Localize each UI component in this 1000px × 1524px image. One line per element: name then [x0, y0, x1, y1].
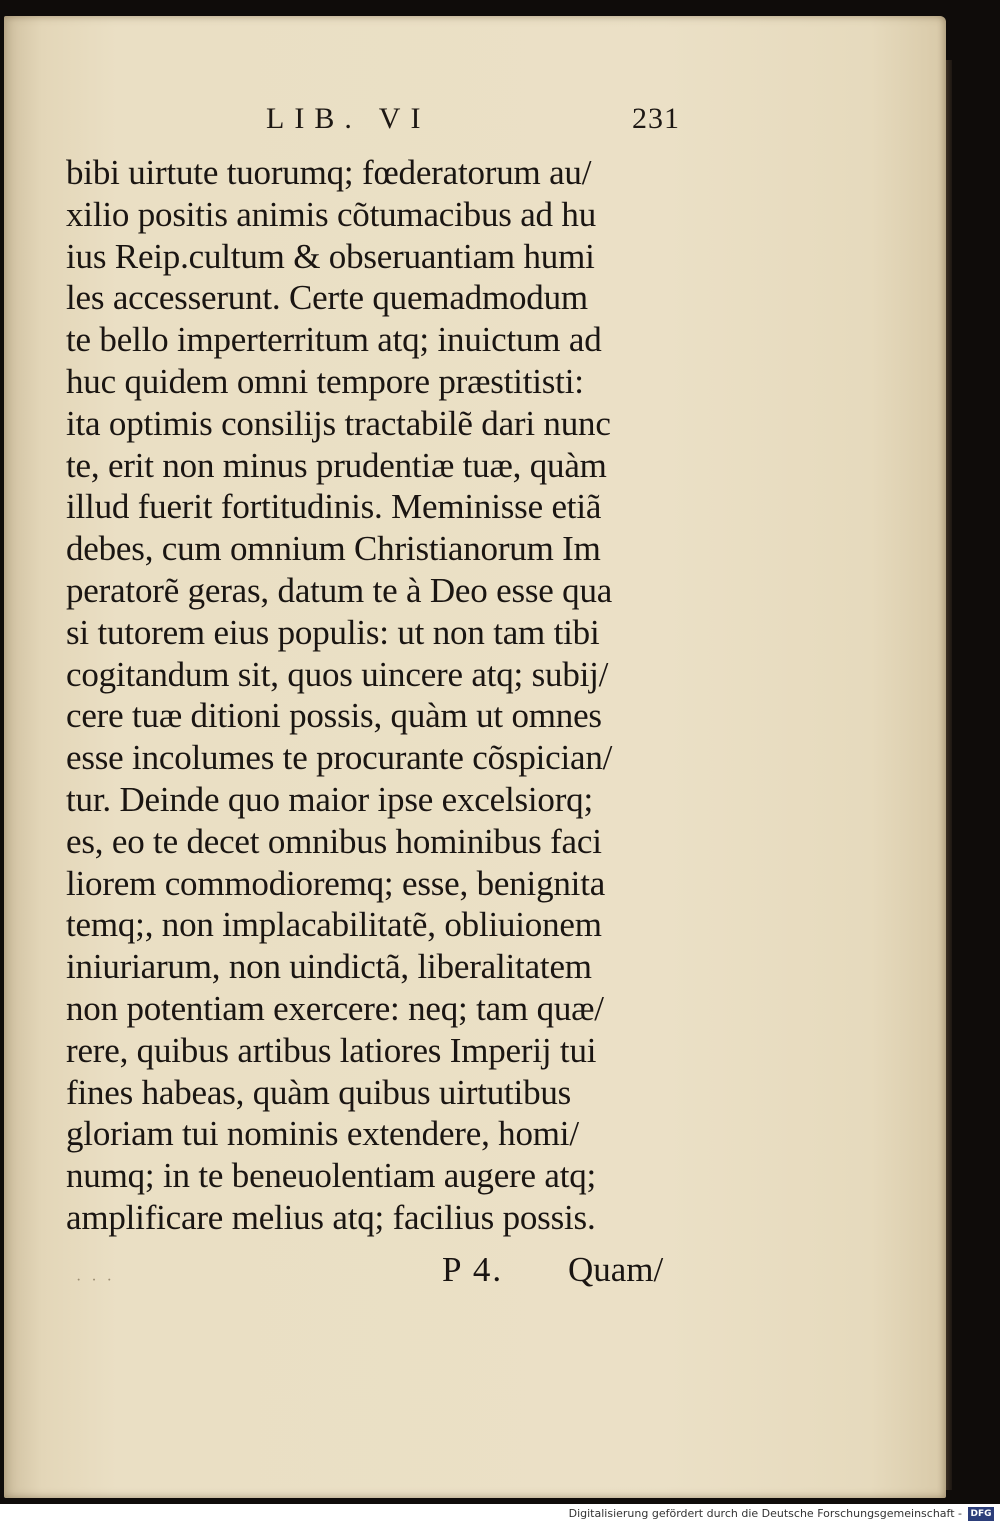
funding-credit: Digitalisierung gefördert durch die Deutsche Forschungsgemeinschaft - [568, 1507, 962, 1520]
text-line: gloriam tui nominis extendere, homi/ [66, 1114, 579, 1154]
running-head [4, 102, 946, 142]
text-line: peratorẽ geras, datum te à Deo esse qua [66, 570, 613, 610]
text-line: non potentiam exercere: neq; tam quæ/ [66, 988, 604, 1028]
text-line: xilio positis animis cõtumacibus ad hu [66, 194, 596, 234]
text-line: cere tuæ ditioni possis, quàm ut omnes [66, 696, 602, 736]
body-text [66, 152, 706, 1239]
page-edge-shadow [946, 60, 952, 1490]
page-footer [66, 1250, 706, 1294]
text-line: es, eo te decet omnibus hominibus faci [66, 821, 602, 861]
text-line: huc quidem omni tempore præstitisti: [66, 361, 584, 401]
text-line: fines habeas, quàm quibus uirtutibus [66, 1072, 572, 1112]
text-line: les accesserunt. Certe quemadmodum [66, 278, 588, 318]
text-line: illud fuerit fortitudinis. Meminisse etiã [66, 487, 602, 527]
text-line: te, erit non minus prudentiæ tuæ, quàm [66, 445, 607, 485]
dfg-logo-icon: DFG [968, 1507, 994, 1521]
book-page [4, 16, 946, 1498]
book-number-heading: LIB. VI [266, 102, 431, 135]
text-line: numq; in te beneuolentiam augere atq; [66, 1156, 597, 1196]
text-line: amplificare melius atq; facilius possis. [66, 1197, 596, 1237]
text-line: ita optimis consilijs tractabilẽ dari nunc [66, 403, 611, 443]
page-number: 231 [632, 102, 680, 135]
text-line: bibi uirtute tuorumq; fœderatorum au/ [66, 153, 592, 192]
text-line: rere, quibus artibus latiores Imperij tui [66, 1030, 597, 1070]
text-line: iniuriarum, non uindictã, liberalitatem [66, 947, 592, 987]
text-line: debes, cum omnium Christianorum Im [66, 529, 601, 569]
text-line: si tutorem eius populis: ut non tam tibi [66, 612, 600, 652]
text-line: tur. Deinde quo maior ipse excelsiorq; [66, 779, 593, 819]
faint-marginal-mark: · · · [76, 1272, 115, 1289]
signature-mark: P 4. [442, 1250, 504, 1289]
text-line: temq;, non implacabilitatẽ, obliuionem [66, 905, 602, 945]
text-line: liorem commodioremq; esse, benignita [66, 863, 606, 903]
text-line: esse incolumes te procurante cõspician/ [66, 738, 613, 778]
text-line: ius Reip.cultum & obseruantiam humi [66, 236, 595, 276]
text-line: cogitandum sit, quos uincere atq; subij/ [66, 654, 609, 694]
text-line: te bello imperterritum atq; inuictum ad [66, 320, 602, 360]
catchword: Quam/ [568, 1250, 664, 1289]
credit-bar [0, 1504, 1000, 1524]
